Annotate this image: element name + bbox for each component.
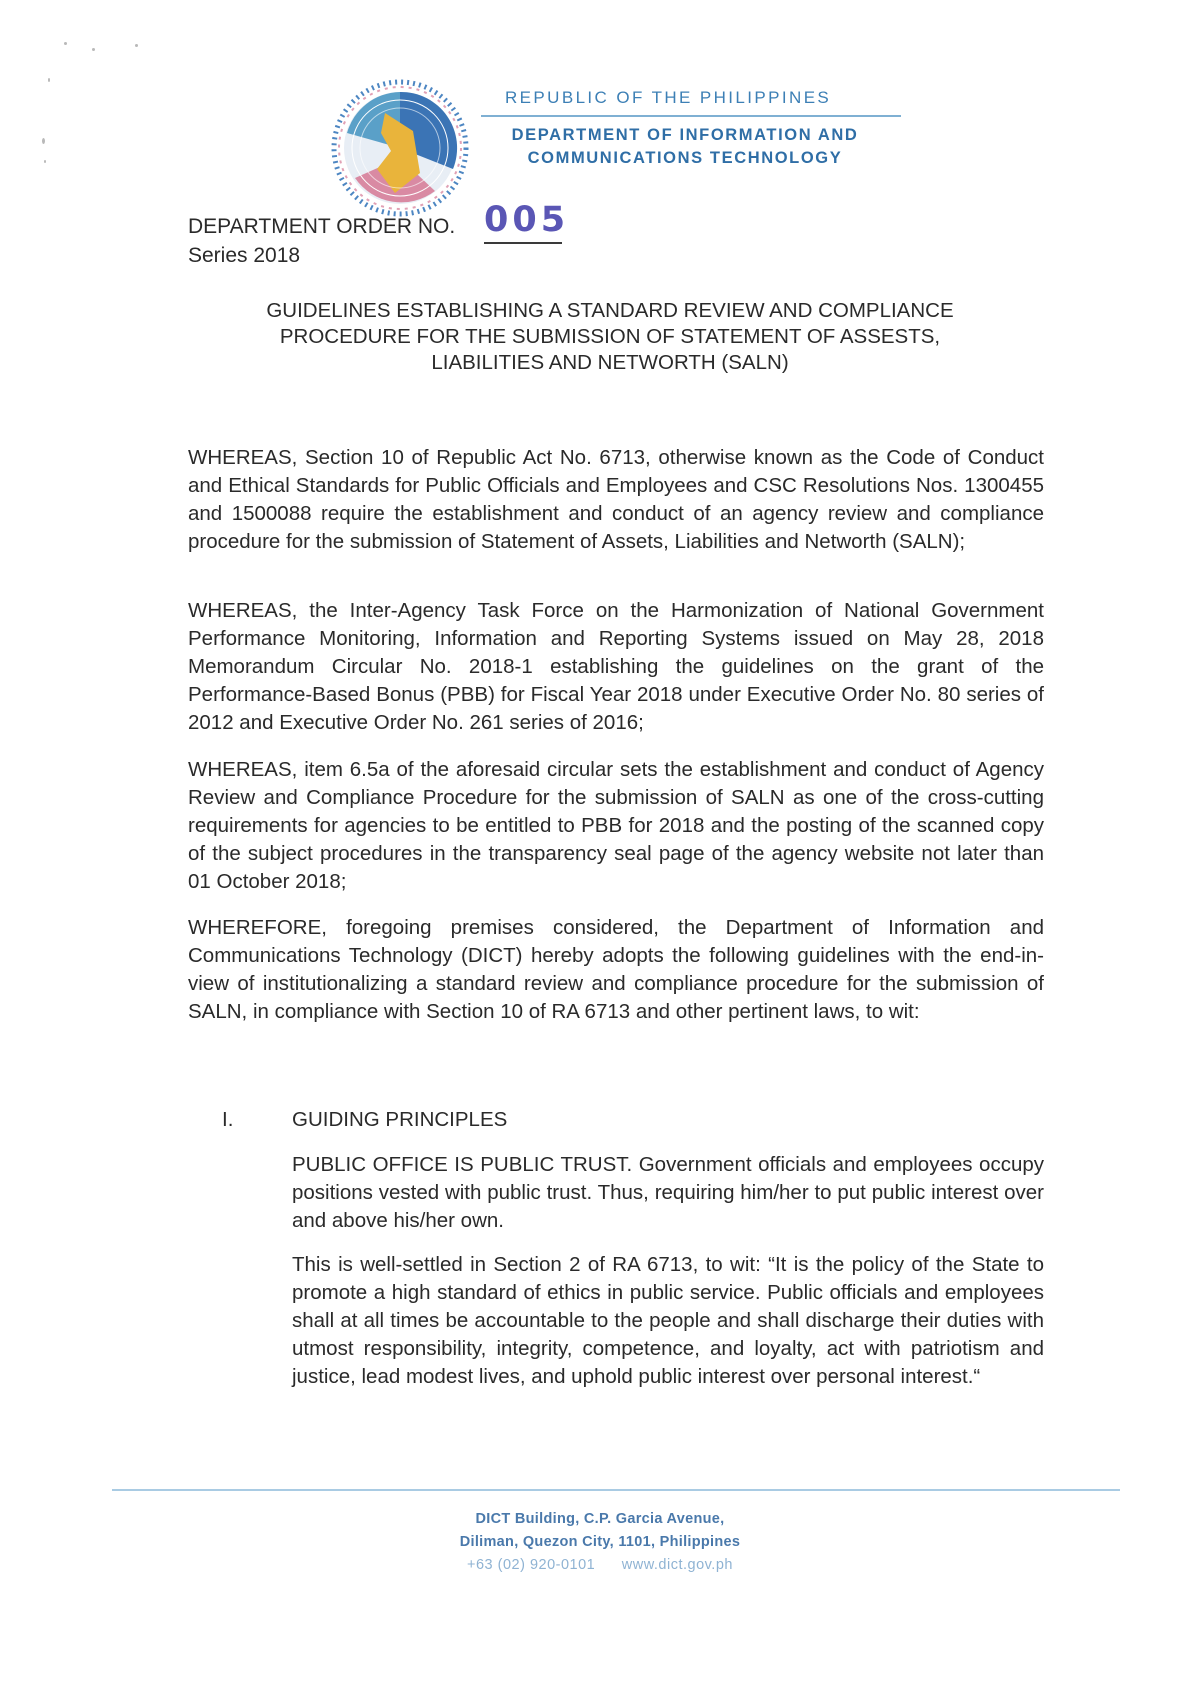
- footer-phone: +63 (02) 920-0101: [467, 1557, 596, 1573]
- title-line3: LIABILITIES AND NETWORTH (SALN): [431, 351, 789, 374]
- dict-seal-icon: [325, 73, 475, 223]
- footer-divider: [112, 1489, 1120, 1491]
- footer: [400, 1508, 800, 1577]
- scan-speck: [42, 138, 45, 144]
- order-label: DEPARTMENT ORDER NO.: [188, 215, 456, 238]
- footer-website: www.dict.gov.ph: [621, 1557, 733, 1573]
- order-number: 005: [484, 200, 570, 240]
- section-paragraph-1: PUBLIC OFFICE IS PUBLIC TRUST. Government officials and employees occupy positions vested with public trust. Thus, requiring him/her to put public interest over and above his/her own.: [292, 1153, 1044, 1232]
- scan-speck: [44, 160, 46, 163]
- whereas-paragraph-2: WHEREAS, the Inter-Agency Task Force on the Harmonization of National Government Performance Monitoring, Information and Reporting Systems issued on May 28, 2018 Memorandum Circular No. 2018-1 establishing the guidelines on the grant of the Performance-Based Bonus (PBB) for Fiscal Year 2018 under Executive Order No. 80 series of 2012 and Executive Order No. 261 series of 2016;: [188, 599, 1044, 734]
- scan-speck: [64, 42, 67, 45]
- department-name-line2: COMMUNICATIONS TECHNOLOGY: [527, 149, 843, 167]
- section-paragraph-2: This is well-settled in Section 2 of RA 6713, to wit: “It is the policy of the State to promote a high standard of ethics in public service. Public officials and employees shall at all times be accountable to the people and shall discharge their duties with utmost responsibility, integrity, competence, and loyalty, act with patriotism and justice, lead modest lives, and uphold public interest over personal interest.“: [292, 1253, 1044, 1388]
- footer-contact: [400, 1554, 800, 1577]
- scan-speck: [92, 48, 95, 51]
- document-title: [200, 298, 1020, 376]
- whereas-paragraph-3: WHEREAS, item 6.5a of the aforesaid circular sets the establishment and conduct of Agency Review and Compliance Procedure for the submission of SALN as one of the cross-cutting requirements for agencies to be entitled to PBB for 2018 and the posting of the scanned copy of the subject procedures in the transparency seal page of the agency website not later than 01 October 2018;: [188, 758, 1044, 893]
- order-number-underline: [484, 242, 562, 244]
- footer-address-line1: DICT Building, C.P. Garcia Avenue,: [475, 1511, 725, 1527]
- section-title: GUIDING PRINCIPLES: [292, 1108, 508, 1131]
- section-number: I.: [222, 1108, 234, 1131]
- department-name-line1: DEPARTMENT OF INFORMATION AND: [511, 126, 859, 144]
- order-series: Series 2018: [188, 244, 301, 267]
- header-divider: [481, 115, 901, 117]
- scan-speck: [135, 44, 138, 47]
- whereas-paragraph-1: WHEREAS, Section 10 of Republic Act No. 6713, otherwise known as the Code of Conduct and Ethical Standards for Public Officials and Employees and CSC Resolutions Nos. 1300455 and 1500088 require the establishment and conduct of an agency review and compliance procedure for the submission of Statement of Assets, Liabilities and Networth (SALN);: [188, 446, 1044, 553]
- republic-heading: REPUBLIC OF THE PHILIPPINES: [505, 88, 832, 107]
- footer-address-line2: Diliman, Quezon City, 1101, Philippines: [459, 1534, 741, 1550]
- department-name: [485, 124, 885, 170]
- scan-speck: [48, 78, 50, 82]
- wherefore-paragraph: WHEREFORE, foregoing premises considered, the Department of Information and Communications Technology (DICT) hereby adopts the following guidelines with the end-in-view of institutionalizing a standard review and compliance procedure for the submission of SALN, in compliance with Section 10 of RA 6713 and other pertinent laws, to wit:: [188, 916, 1044, 1023]
- title-line2: PROCEDURE FOR THE SUBMISSION OF STATEMENT OF ASSESTS,: [279, 325, 941, 348]
- title-line1: GUIDELINES ESTABLISHING A STANDARD REVIEW AND COMPLIANCE: [266, 299, 954, 322]
